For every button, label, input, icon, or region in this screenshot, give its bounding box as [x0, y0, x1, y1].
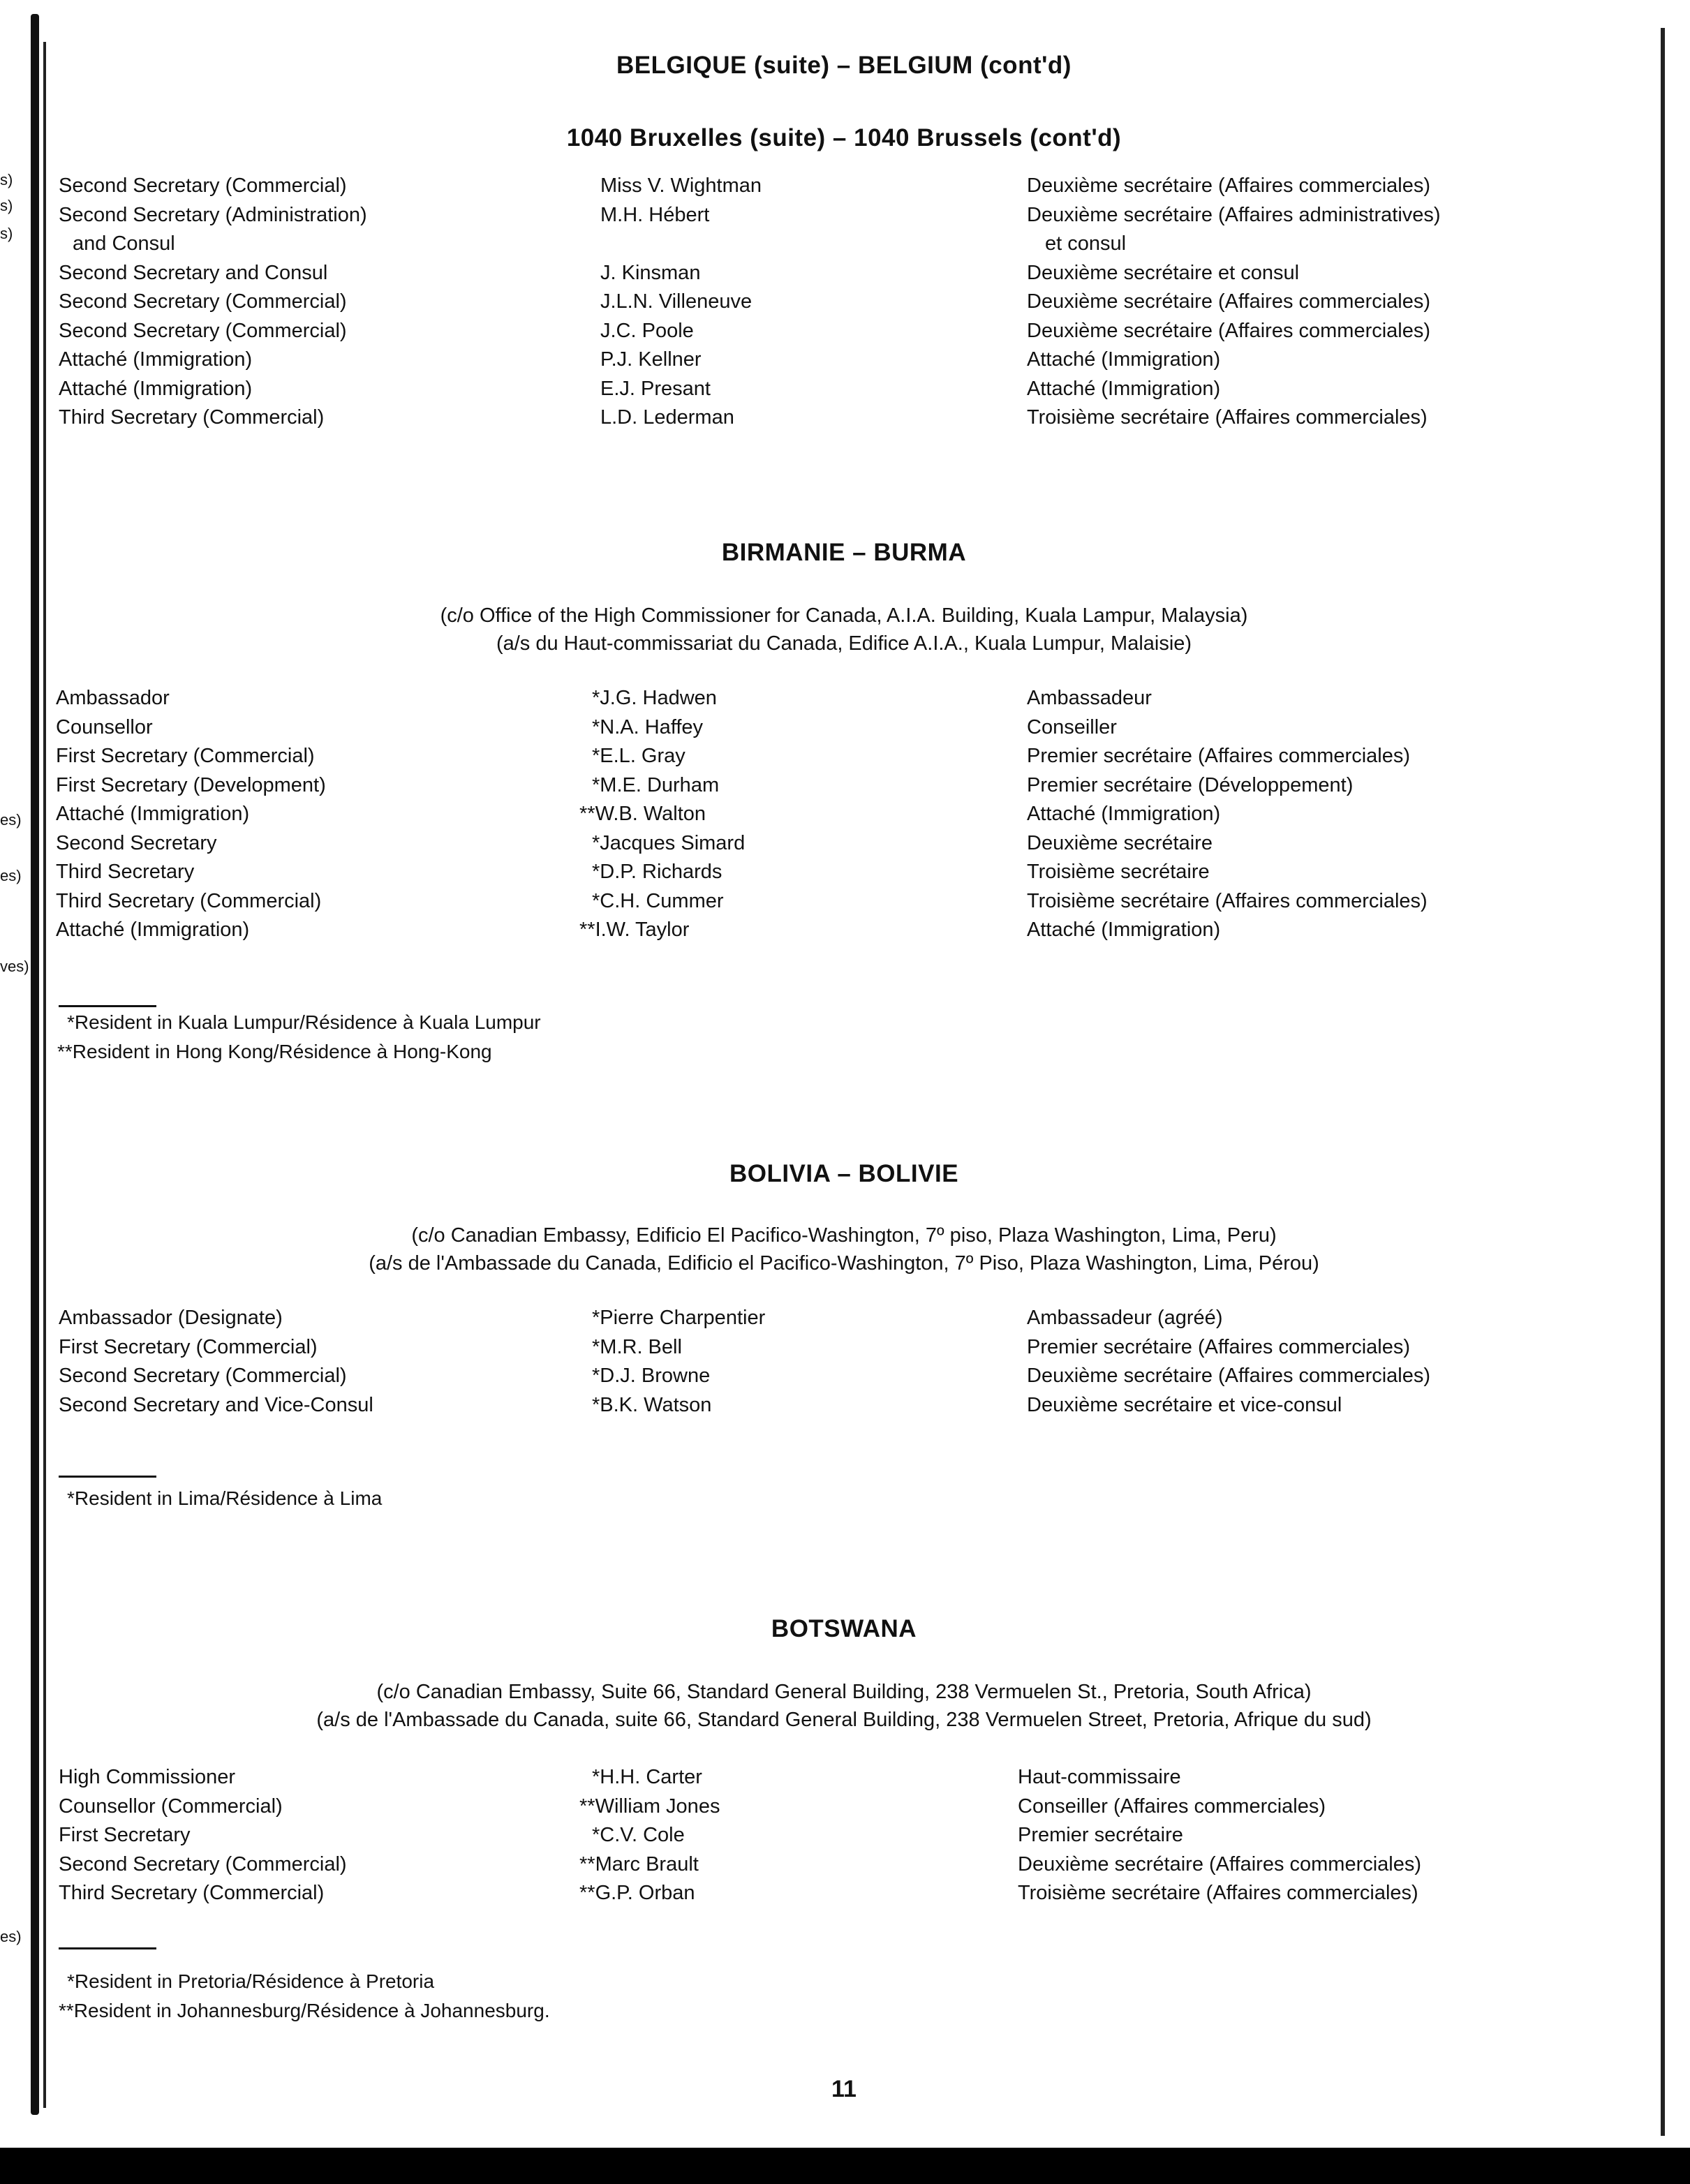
table-row — [56, 887, 1629, 916]
position-fr: Deuxième secrétaire (Affaires commerciales) — [1027, 1365, 1431, 1387]
footnote: **Resident in Hong Kong/Résidence à Hong-Kong — [57, 1041, 492, 1062]
position-fr: Premier secrétaire (Développement) — [1027, 773, 1354, 796]
address-en: (c/o Canadian Embassy, Edificio El Pacifico-Washington, 7º piso, Plaza Washington, Lima, Peru) — [411, 1224, 1277, 1247]
staff-name: *D.J. Browne — [592, 1365, 711, 1387]
footnote-rule — [59, 1947, 156, 1949]
staff-table-burma — [56, 684, 1629, 945]
staff-name: *C.V. Cole — [592, 1824, 685, 1846]
position-fr: Ambassadeur (agréé) — [1027, 1307, 1223, 1329]
staff-name: J.C. Poole — [600, 319, 694, 342]
staff-name: *D.P. Richards — [592, 861, 722, 883]
position-fr: Conseiller — [1027, 715, 1117, 738]
table-row — [59, 230, 1629, 259]
staff-table-botswana — [59, 1763, 1629, 1908]
table-row — [56, 916, 1629, 945]
position-fr: Premier secrétaire — [1018, 1824, 1183, 1846]
table-row — [59, 201, 1629, 230]
table-row — [59, 375, 1629, 404]
position-fr: Deuxième secrétaire (Affaires commerciales) — [1018, 1852, 1422, 1875]
position-en: First Secretary — [59, 1824, 191, 1846]
binding-spine-inner — [43, 42, 46, 2108]
section-title-bolivia: BOLIVIA – BOLIVIE — [729, 1160, 959, 1187]
position-en: First Secretary (Commercial) — [59, 1335, 318, 1358]
staff-name: *C.H. Cummer — [592, 889, 724, 912]
position-en: Second Secretary and Vice-Consul — [59, 1393, 373, 1416]
section-subtitle-brussels: 1040 Bruxelles (suite) – 1040 Brussels (cont'd) — [566, 124, 1122, 151]
staff-name: *E.L. Gray — [592, 745, 685, 767]
footnote: *Resident in Kuala Lumpur/Résidence à Kuala Lumpur — [67, 1011, 541, 1033]
position-en: Second Secretary (Commercial) — [59, 174, 347, 197]
table-row — [59, 1763, 1629, 1792]
position-en: Second Secretary (Commercial) — [59, 319, 347, 342]
staff-name: *J.G. Hadwen — [592, 687, 717, 709]
staff-name: M.H. Hébert — [600, 203, 710, 226]
staff-table-belgium — [59, 172, 1629, 433]
staff-name: L.D. Lederman — [600, 406, 734, 429]
position-en: Ambassador — [56, 687, 170, 709]
staff-name: J. Kinsman — [600, 261, 701, 284]
scan-bottom-border — [0, 2148, 1690, 2184]
address-fr: (a/s de l'Ambassade du Canada, Edificio el Pacifico-Washington, 7º Piso, Plaza Washington, Lima, Pérou) — [369, 1252, 1319, 1275]
position-fr: Troisième secrétaire (Affaires commerciales) — [1018, 1882, 1418, 1904]
table-row — [59, 172, 1629, 201]
page-right-edge-shadow — [1661, 28, 1665, 2136]
staff-name: *M.R. Bell — [592, 1335, 682, 1358]
page-number: 11 — [831, 2076, 857, 2102]
address-fr: (a/s du Haut-commissariat du Canada, Edifice A.I.A., Kuala Lumpur, Malaisie) — [496, 632, 1192, 655]
table-row — [59, 317, 1629, 346]
table-row — [56, 829, 1629, 859]
table-row — [59, 1792, 1629, 1822]
staff-name: *M.E. Durham — [592, 773, 720, 796]
position-fr: Conseiller (Affaires commerciales) — [1018, 1795, 1326, 1818]
position-en: Counsellor — [56, 715, 153, 738]
position-fr: Attaché (Immigration) — [1027, 919, 1221, 941]
position-fr: Deuxième secrétaire (Affaires commerciales) — [1027, 290, 1431, 313]
table-row — [56, 742, 1629, 771]
table-row — [56, 771, 1629, 801]
staff-name: *N.A. Haffey — [592, 715, 704, 738]
position-fr: Attaché (Immigration) — [1027, 803, 1221, 825]
position-en: Third Secretary (Commercial) — [59, 1882, 325, 1904]
scan-left-margin — [0, 0, 60, 2150]
staff-name: **Marc Brault — [579, 1852, 699, 1875]
footnote-rule — [59, 1476, 156, 1478]
table-row — [59, 1362, 1629, 1391]
staff-name: **William Jones — [579, 1795, 720, 1818]
position-fr: et consul — [1045, 232, 1127, 255]
position-en: and Consul — [73, 232, 175, 255]
position-en: First Secretary (Development) — [56, 773, 326, 796]
position-fr: Premier secrétaire (Affaires commerciales) — [1027, 745, 1410, 767]
table-row — [59, 1821, 1629, 1850]
table-row — [59, 346, 1629, 375]
table-row — [56, 800, 1629, 829]
footnote: **Resident in Johannesburg/Résidence à Johannesburg. — [59, 2000, 550, 2021]
staff-name: **I.W. Taylor — [579, 919, 690, 941]
position-en: Third Secretary — [56, 861, 195, 883]
footnote-rule — [59, 1005, 156, 1007]
staff-name: Miss V. Wightman — [600, 174, 762, 197]
table-row — [59, 1304, 1629, 1333]
position-en: First Secretary (Commercial) — [56, 745, 315, 767]
position-fr: Deuxième secrétaire (Affaires administratives) — [1027, 203, 1441, 226]
table-row — [56, 858, 1629, 887]
table-row — [59, 288, 1629, 317]
staff-name: *Pierre Charpentier — [592, 1307, 766, 1329]
position-fr: Premier secrétaire (Affaires commerciales) — [1027, 1335, 1410, 1358]
position-fr: Deuxième secrétaire (Affaires commerciales) — [1027, 319, 1431, 342]
position-fr: Deuxième secrétaire et vice-consul — [1027, 1393, 1342, 1416]
margin-fragment: s) — [0, 197, 13, 214]
position-en: Attaché (Immigration) — [56, 919, 250, 941]
table-row — [59, 259, 1629, 288]
margin-fragment: s) — [0, 171, 13, 188]
footnote: *Resident in Pretoria/Résidence à Pretoria — [67, 1970, 435, 1992]
address-fr: (a/s de l'Ambassade du Canada, suite 66, Standard General Building, 238 Vermuelen Street, Pretoria, Afrique du sud) — [316, 1709, 1372, 1731]
table-row — [56, 684, 1629, 713]
staff-table-bolivia — [59, 1304, 1629, 1420]
staff-name: E.J. Presant — [600, 377, 711, 400]
staff-name: J.L.N. Villeneuve — [600, 290, 753, 313]
margin-fragment: es) — [0, 867, 22, 884]
position-en: Second Secretary (Commercial) — [59, 290, 347, 313]
position-en: Second Secretary (Commercial) — [59, 1365, 347, 1387]
section-title-botswana: BOTSWANA — [771, 1615, 917, 1642]
position-en: Second Secretary — [56, 831, 217, 854]
section-title-belgium: BELGIQUE (suite) – BELGIUM (cont'd) — [616, 52, 1072, 79]
position-fr: Attaché (Immigration) — [1027, 348, 1221, 371]
position-en: Attaché (Immigration) — [59, 377, 253, 400]
scan-right-margin — [1641, 0, 1690, 2157]
section-title-burma: BIRMANIE – BURMA — [721, 539, 967, 566]
position-fr: Ambassadeur — [1027, 687, 1152, 709]
staff-name: P.J. Kellner — [600, 348, 702, 371]
position-fr: Deuxième secrétaire — [1027, 831, 1213, 854]
staff-name: *Jacques Simard — [592, 831, 746, 854]
table-row — [59, 403, 1629, 433]
position-fr: Deuxième secrétaire (Affaires commerciales) — [1027, 174, 1431, 197]
staff-name: **G.P. Orban — [579, 1882, 695, 1904]
position-fr: Haut-commissaire — [1018, 1766, 1181, 1788]
table-row — [56, 713, 1629, 743]
table-row — [59, 1391, 1629, 1420]
table-row — [59, 1879, 1629, 1908]
staff-name: *B.K. Watson — [592, 1393, 712, 1416]
position-en: Attaché (Immigration) — [59, 348, 253, 371]
position-en: High Commissioner — [59, 1766, 236, 1788]
document-page — [56, 35, 1629, 2122]
table-row — [59, 1333, 1629, 1362]
position-fr: Attaché (Immigration) — [1027, 377, 1221, 400]
position-en: Second Secretary (Administration) — [59, 203, 367, 226]
position-fr: Troisième secrétaire (Affaires commerciales) — [1027, 889, 1428, 912]
position-fr: Troisième secrétaire — [1027, 861, 1210, 883]
margin-fragment: s) — [0, 225, 13, 242]
table-row — [59, 1850, 1629, 1880]
position-en: Second Secretary (Commercial) — [59, 1852, 347, 1875]
margin-fragment: ves) — [0, 958, 29, 975]
staff-name: *H.H. Carter — [592, 1766, 702, 1788]
position-en: Counsellor (Commercial) — [59, 1795, 283, 1818]
position-en: Second Secretary and Consul — [59, 261, 328, 284]
position-en: Third Secretary (Commercial) — [56, 889, 322, 912]
address-en: (c/o Office of the High Commissioner for Canada, A.I.A. Building, Kuala Lampur, Malaysia) — [440, 604, 1248, 627]
position-fr: Deuxième secrétaire et consul — [1027, 261, 1300, 284]
position-en: Ambassador (Designate) — [59, 1307, 283, 1329]
position-en: Third Secretary (Commercial) — [59, 406, 325, 429]
position-fr: Troisième secrétaire (Affaires commerciales) — [1027, 406, 1428, 429]
binding-spine — [31, 14, 39, 2115]
address-en: (c/o Canadian Embassy, Suite 66, Standard General Building, 238 Vermuelen St., Pretoria, South Africa) — [376, 1681, 1312, 1703]
margin-fragment: es) — [0, 811, 22, 829]
position-en: Attaché (Immigration) — [56, 803, 250, 825]
staff-name: **W.B. Walton — [579, 803, 706, 825]
margin-fragment: es) — [0, 1928, 22, 1945]
footnote: *Resident in Lima/Résidence à Lima — [67, 1487, 383, 1509]
